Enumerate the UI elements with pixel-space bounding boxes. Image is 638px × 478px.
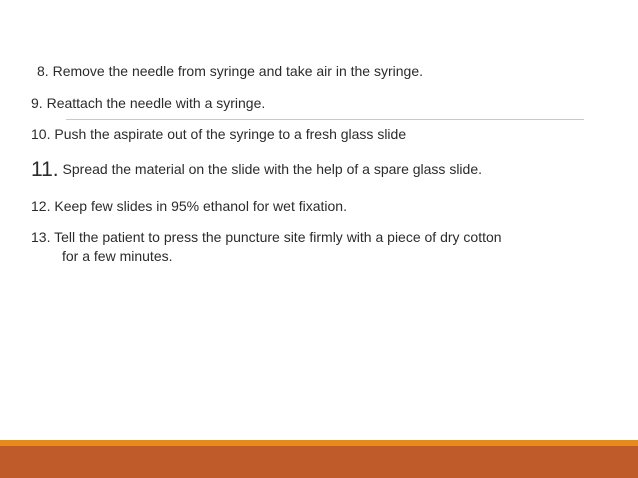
- step-text: Keep few slides in 95% ethanol for wet fixation.: [54, 198, 347, 214]
- step-text: Push the aspirate out of the syringe to a fresh glass slide: [54, 126, 407, 142]
- step-text: Spread the material on the slide with the help of a spare glass slide.: [62, 161, 482, 177]
- divider-line: [66, 119, 584, 120]
- step-text: Tell the patient to press the puncture site firmly with a piece of dry cotton: [54, 229, 502, 245]
- step-8: [37, 62, 423, 81]
- footer-bar: [0, 446, 638, 478]
- step-10: [31, 125, 406, 144]
- step-number: 12.: [31, 198, 51, 214]
- step-number: 9.: [31, 95, 43, 111]
- step-9: [31, 94, 265, 113]
- step-12: [31, 197, 347, 216]
- step-13: [31, 228, 596, 266]
- step-number: 11.: [31, 158, 59, 181]
- step-11: [31, 158, 482, 182]
- step-number: 8.: [37, 63, 49, 79]
- step-text: Reattach the needle with a syringe.: [46, 95, 266, 111]
- step-number: 10.: [31, 126, 51, 142]
- step-text-continuation: for a few minutes.: [62, 248, 173, 264]
- step-text: Remove the needle from syringe and take air in the syringe.: [52, 63, 423, 79]
- step-number: 13.: [31, 229, 51, 245]
